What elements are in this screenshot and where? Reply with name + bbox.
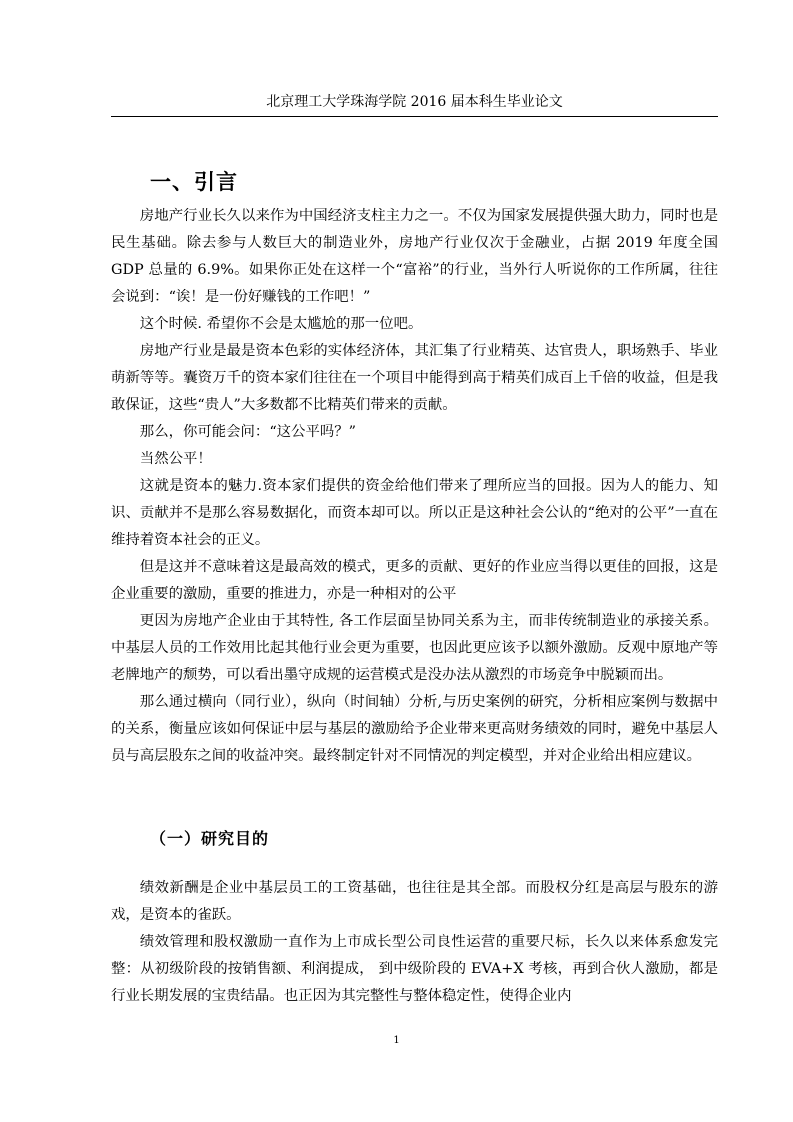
paragraph: 房地产行业长久以来作为中国经济支柱主力之一。不仅为国家发展提供强大助力，同时也是民生基础。除去参与人数巨大的制造业外，房地产行业仅次于金融业，占据 2019 年度全国 GDP 总量的 6.9%。如果你正处在这样一个“富裕”的行业，当外行人听说你的工作所属，往往会说到：“诶！是一份好赚钱的工作吧！” — [111, 208, 718, 305]
paragraph: 更因为房地产企业由于其特性, 各工作层面呈协同关系为主，而非传统制造业的承接关系。中基层人员的工作效用比起其他行业会更为重要，也因此更应该予以额外激励。反观中原地产等老牌地产的颓势，可以看出墨守成规的运营模式是没办法从激烈的市场竞争中脱颖而出。 — [111, 613, 718, 683]
research-purpose-body — [111, 875, 718, 1010]
paragraph: 当然公平！ — [139, 451, 212, 467]
paragraph: 这就是资本的魅力.资本家们提供的资金给他们带来了理所应当的回报。因为人的能力、知识、贡献并不是那么容易数据化，而资本却可以。所以正是这种社会公认的“绝对的公平”一直在维持着资本社会的正义。 — [111, 478, 718, 548]
paragraph: 绩效新酬是企业中基层员工的工资基础，也往往是其全部。而股权分红是高层与股东的游戏，是资本的雀跃。 — [111, 880, 718, 923]
paragraph: 这个时候. 希望你不会是太尴尬的那一位吧。 — [139, 316, 423, 332]
section-heading-research-purpose: （一）研究目的 — [150, 829, 270, 848]
paragraph: 那么通过横向（同行业），纵向（时间轴）分析,与历史案例的研究，分析相应案例与数据中的关系，衡量应该如何保证中层与基层的激励给予企业带来更高财务绩效的同时，避免中基层人员与高层股东之间的收益冲突。最终制定针对不同情况的判定模型，并对企业给出相应建议。 — [111, 694, 718, 764]
header-rule — [111, 116, 718, 117]
paragraph: 绩效管理和股权激励一直作为上市成长型公司良性运营的重要尺标，长久以来体系愈发完整：从初级阶段的按销售额、利润提成， 到中级阶段的 EVA+X 考核，再到合伙人激励，都是行业长期发展的宝贵结晶。也正因为其完整性与整体稳定性，使得企业内 — [111, 934, 718, 1004]
paragraph: 房地产行业是最是资本色彩的实体经济体，其汇集了行业精英、达官贵人，职场熟手、毕业萌新等等。囊资万千的资本家们往往在一个项目中能得到高于精英们成百上千倍的收益，但是我敢保证，这些“贵人”大多数都不比精英们带来的贡献。 — [111, 343, 718, 413]
running-header: 北京理工大学珠海学院 2016 届本科生毕业论文 — [266, 94, 563, 110]
paragraph: 但是这并不意味着这是最高效的模式，更多的贡献、更好的作业应当得以更佳的回报，这是企业重要的激励，重要的推进力，亦是一种相对的公平 — [111, 559, 718, 602]
section-heading-introduction: 一、引言 — [150, 170, 238, 194]
paragraph: 那么，你可能会问：“这公平吗？” — [139, 424, 356, 440]
introduction-body — [111, 203, 718, 770]
page-number: 1 — [393, 1035, 400, 1046]
